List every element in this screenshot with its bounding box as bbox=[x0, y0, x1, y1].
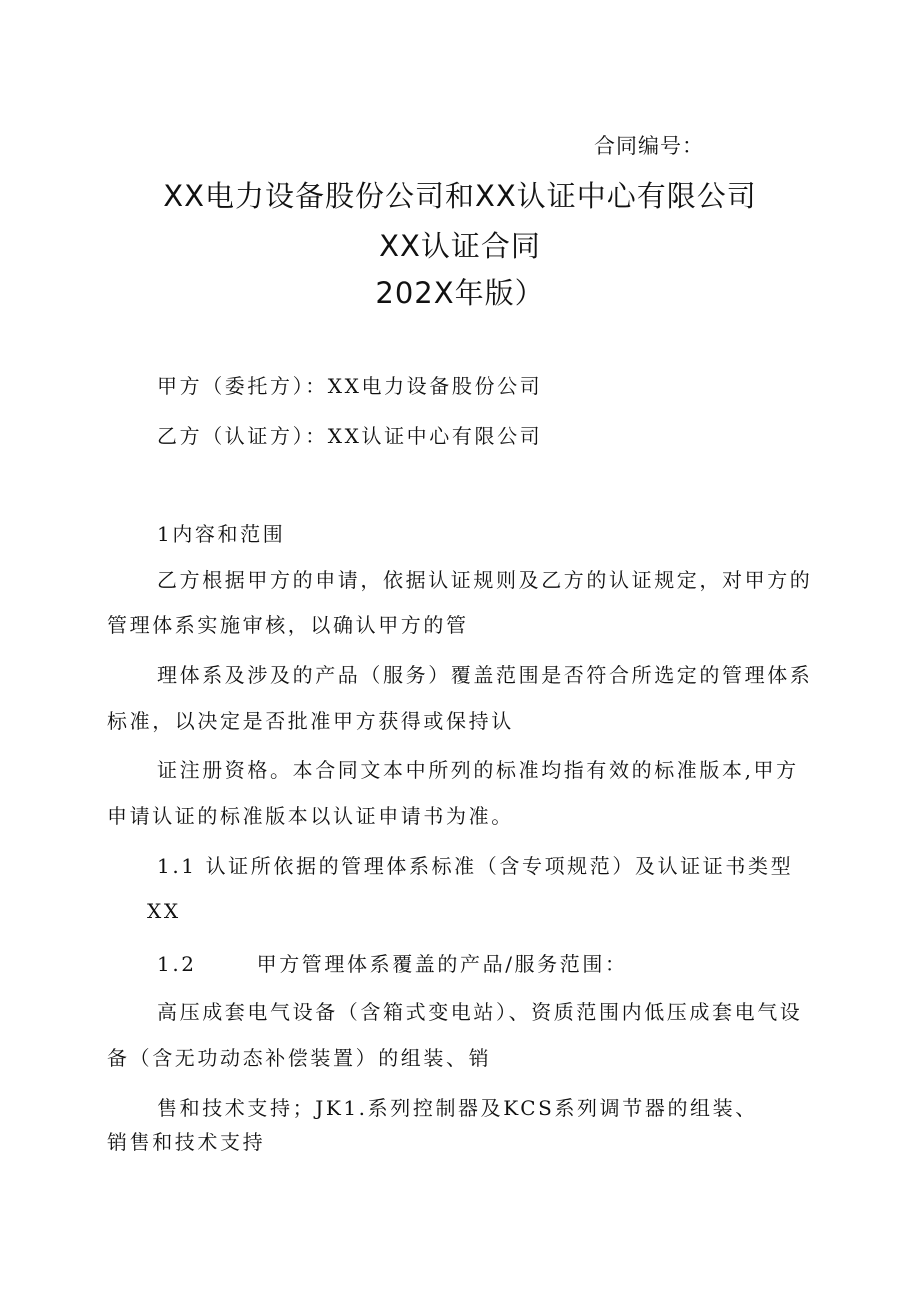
paragraph-line: 乙方根据甲方的申请，依据认证规则及乙方的认证规定，对甲方的 bbox=[157, 568, 813, 592]
scope-line: 售和技术支持；JK1.系列控制器及KCS系列调节器的组装、 bbox=[157, 1096, 758, 1120]
title-companies: XX电力设备股份公司和XX认证中心有限公司 bbox=[163, 179, 757, 213]
contract-number-label: 合同编号： bbox=[594, 134, 704, 158]
party-a: 甲方（委托方）：XX电力设备股份公司 bbox=[157, 374, 543, 398]
title-edition: 202X年版） bbox=[375, 276, 545, 310]
paragraph-line: 管理体系实施审核，以确认甲方的管 bbox=[107, 613, 469, 637]
clause-1-2 bbox=[157, 948, 628, 977]
paragraph-line: 标准，以决定是否批准甲方获得或保持认 bbox=[107, 709, 514, 733]
clause-1-2-number: 1.2 bbox=[157, 952, 197, 976]
clause-1-1-value: XX bbox=[147, 899, 181, 923]
scope-line: 高压成套电气设备（含箱式变电站）、资质范围内低压成套电气设 bbox=[157, 1000, 803, 1024]
clause-1-1: 1.1 认证所依据的管理体系标准（含专项规范）及认证证书类型 bbox=[157, 854, 794, 878]
scope-line: 备（含无功动态补偿装置）的组装、销 bbox=[107, 1046, 492, 1070]
clause-1-2-text: 甲方管理体系覆盖的产品/服务范围： bbox=[256, 952, 628, 976]
paragraph-line: 证注册资格。本合同文本中所列的标准均指有效的标准版本,甲方 bbox=[157, 758, 799, 782]
title-contract: XX认证合同 bbox=[379, 229, 541, 263]
scope-line: 销售和技术支持 bbox=[107, 1130, 266, 1154]
paragraph-line: 理体系及涉及的产品（服务）覆盖范围是否符合所选定的管理体系 bbox=[157, 663, 813, 687]
paragraph-line: 申请认证的标准版本以认证申请书为准。 bbox=[107, 804, 514, 828]
section-heading: 1内容和范围 bbox=[157, 522, 286, 546]
party-b: 乙方（认证方）：XX认证中心有限公司 bbox=[157, 424, 543, 448]
